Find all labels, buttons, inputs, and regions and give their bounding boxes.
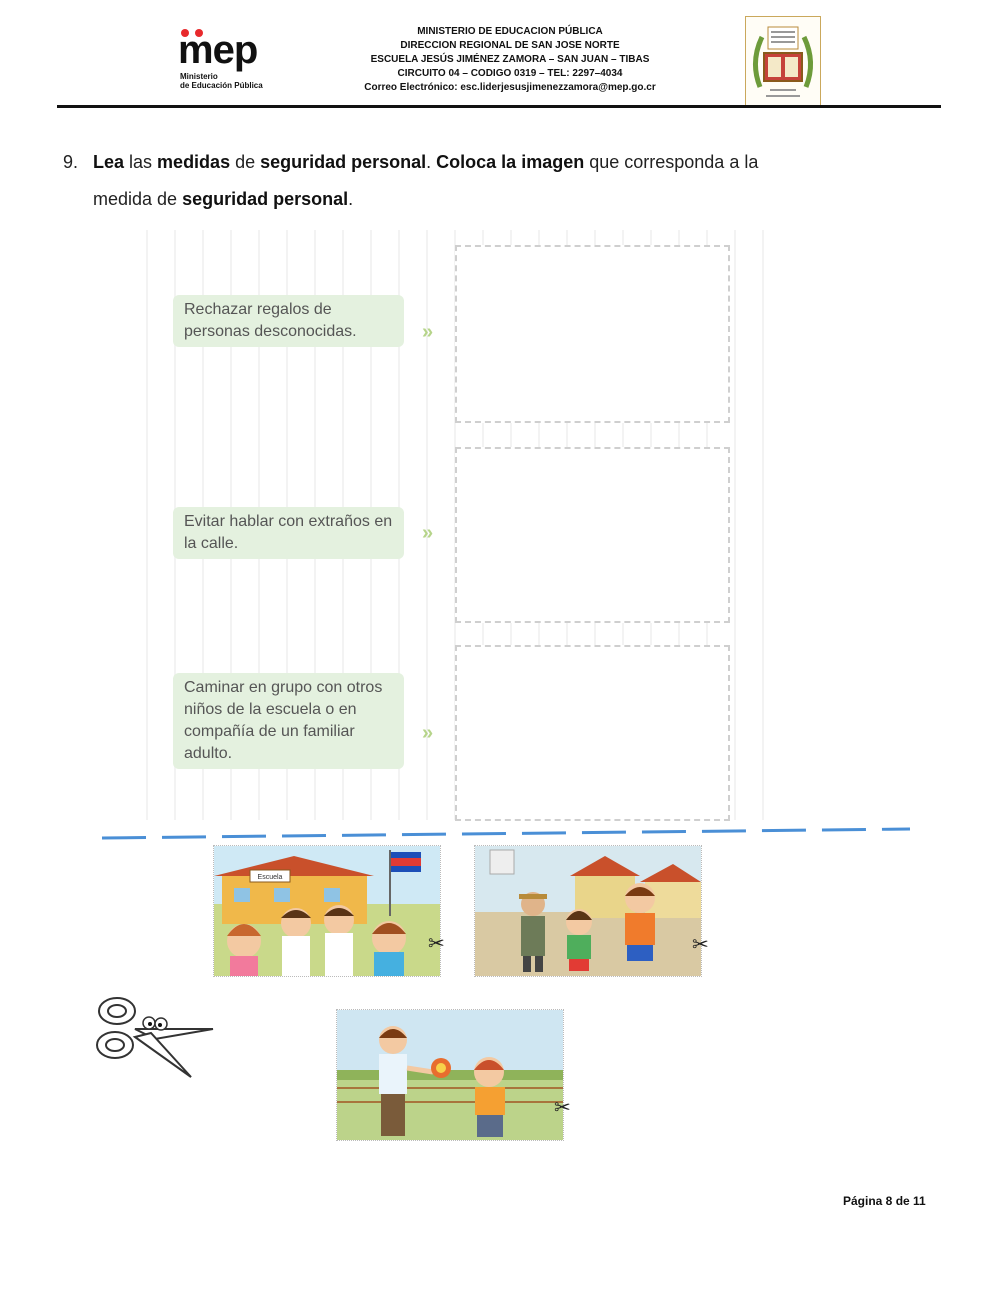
- logo-text: mep: [178, 28, 258, 72]
- arrow-icon: »: [422, 722, 434, 744]
- measure-card-group-walk: Caminar en grupo con otros niños de la escuela o en compañía de un familiar adulto.: [173, 673, 404, 769]
- large-scissors-icon: [95, 993, 219, 1079]
- drop-box-group-walk[interactable]: [455, 645, 730, 821]
- stranger-street-image[interactable]: [474, 845, 702, 977]
- measure-card-strangers: Evitar hablar con extraños en la calle.: [173, 507, 404, 559]
- arrow-icon: »: [422, 522, 434, 544]
- cut-line: [100, 825, 912, 841]
- gift-refusal-image[interactable]: [336, 1009, 564, 1141]
- header-line: MINISTERIO DE EDUCACION PÚBLICA: [417, 26, 603, 37]
- header-line: CIRCUITO 04 – CODIGO 0319 – TEL: 2297–4034: [397, 68, 623, 79]
- header-email: Correo Electrónico: esc.liderjesusjimenezzamora@mep.go.cr: [364, 82, 656, 93]
- page-number: Página 8 de 11: [843, 1194, 926, 1208]
- drop-box-gifts[interactable]: [455, 245, 730, 423]
- school-header: [310, 25, 710, 95]
- mep-logo: [178, 27, 278, 93]
- header-line: ESCUELA JESÚS JIMÉNEZ ZAMORA – SAN JUAN – TIBAS: [370, 54, 650, 65]
- header-divider: [57, 105, 941, 108]
- scissors-icon: ✂: [692, 934, 709, 956]
- scissors-icon: ✂: [428, 933, 445, 955]
- school-children-image[interactable]: [213, 845, 441, 977]
- header-line: DIRECCION REGIONAL DE SAN JOSE NORTE: [400, 40, 620, 51]
- logo-subtitle: Ministerio de Educación Pública: [180, 72, 263, 90]
- school-sign: Escuela: [257, 874, 283, 881]
- measure-card-gifts: Rechazar regalos de personas desconocidas.: [173, 295, 404, 347]
- question-instruction: 9. Lea las medidas de seguridad personal. Coloca la imagen que corresponda a la medida de seguridad personal.: [63, 144, 923, 218]
- drop-box-strangers[interactable]: [455, 447, 730, 623]
- arrow-icon: »: [422, 321, 434, 343]
- question-number: 9.: [63, 152, 79, 172]
- scissors-icon: ✂: [554, 1097, 571, 1119]
- school-crest-logo: [745, 16, 821, 106]
